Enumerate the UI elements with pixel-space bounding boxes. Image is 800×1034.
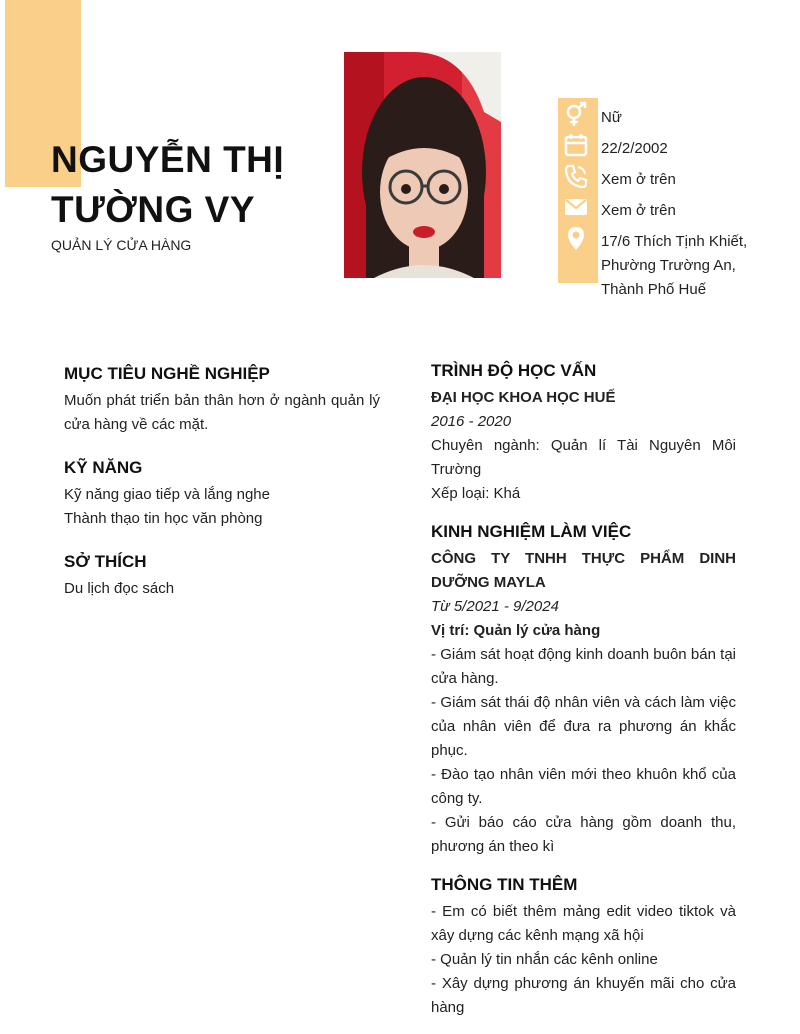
job-title: QUẢN LÝ CỬA HÀNG <box>51 237 192 253</box>
skill-item: Thành thạo tin học văn phòng <box>64 510 263 527</box>
contact-birthday <box>558 132 668 158</box>
additional-item: - Xây dựng phương án khuyến mãi cho cửa hàng <box>431 975 736 1016</box>
email-text: Xem ở trên <box>601 202 676 219</box>
additional-item: - Quản lý tin nhắn các kênh online <box>431 951 658 968</box>
additional-item: - Em có biết thêm mảng edit video tiktok và xây dựng các kênh mạng xã hội <box>431 903 736 944</box>
phone-text: Xem ở trên <box>601 171 676 188</box>
name-line-1: NGUYỄN THỊ <box>51 139 285 180</box>
work-position: Vị trí: Quản lý cửa hàng <box>431 622 601 639</box>
hobbies-text: Du lịch đọc sách <box>64 580 175 597</box>
objective-title: MỤC TIÊU NGHỀ NGHIỆP <box>64 364 270 383</box>
education-grade: Xếp loại: Khá <box>431 485 521 502</box>
birthday-text: 22/2/2002 <box>601 140 668 157</box>
candidate-name <box>51 135 331 235</box>
gender-icon <box>558 101 594 127</box>
additional-title: THÔNG TIN THÊM <box>431 875 578 894</box>
location-icon <box>558 225 594 251</box>
skill-item: Kỹ năng giao tiếp và lắng nghe <box>64 486 270 503</box>
duty-item: - Giám sát thái độ nhân viên và cách làm việc của nhân viên để đưa ra phương án khắc phục. <box>431 694 736 759</box>
hobbies-title: SỞ THÍCH <box>64 552 147 571</box>
education-title: TRÌNH ĐỘ HỌC VẤN <box>431 361 597 380</box>
duty-item: - Đào tạo nhân viên mới theo khuôn khổ của công ty. <box>431 766 736 807</box>
contact-gender <box>558 101 622 127</box>
contact-phone <box>558 163 676 189</box>
experience-title: KINH NGHIỆM LÀM VIỆC <box>431 522 632 541</box>
education-years: 2016 - 2020 <box>431 413 512 430</box>
duty-item: - Gửi báo cáo cửa hàng gồm doanh thu, phương án theo kì <box>431 814 736 855</box>
calendar-icon <box>558 132 594 158</box>
contact-address <box>558 225 748 298</box>
company-name: CÔNG TY TNHH THỰC PHẨM DINH DƯỠNG MAYLA <box>431 550 736 591</box>
duty-item: - Giám sát hoạt động kinh doanh buôn bán tại cửa hàng. <box>431 646 736 687</box>
school-name: ĐẠI HỌC KHOA HỌC HUẾ <box>431 389 616 406</box>
gender-text: Nữ <box>601 109 622 126</box>
name-line-2: TƯỜNG VY <box>51 189 255 230</box>
phone-icon <box>558 163 594 189</box>
education-major: Chuyên ngành: Quản lí Tài Nguyên Môi Trường <box>431 437 736 478</box>
contact-email <box>558 194 676 220</box>
objective-text: Muốn phát triển bản thân hơn ở ngành quản lý cửa hàng về các mặt. <box>64 392 380 433</box>
address-text: 17/6 Thích Tịnh Khiết, Phường Trường An, Thành Phố Huế <box>601 233 748 298</box>
work-period: Từ 5/2021 - 9/2024 <box>431 598 559 615</box>
profile-photo <box>344 52 501 278</box>
email-icon <box>558 194 594 220</box>
skills-title: KỸ NĂNG <box>64 458 143 477</box>
